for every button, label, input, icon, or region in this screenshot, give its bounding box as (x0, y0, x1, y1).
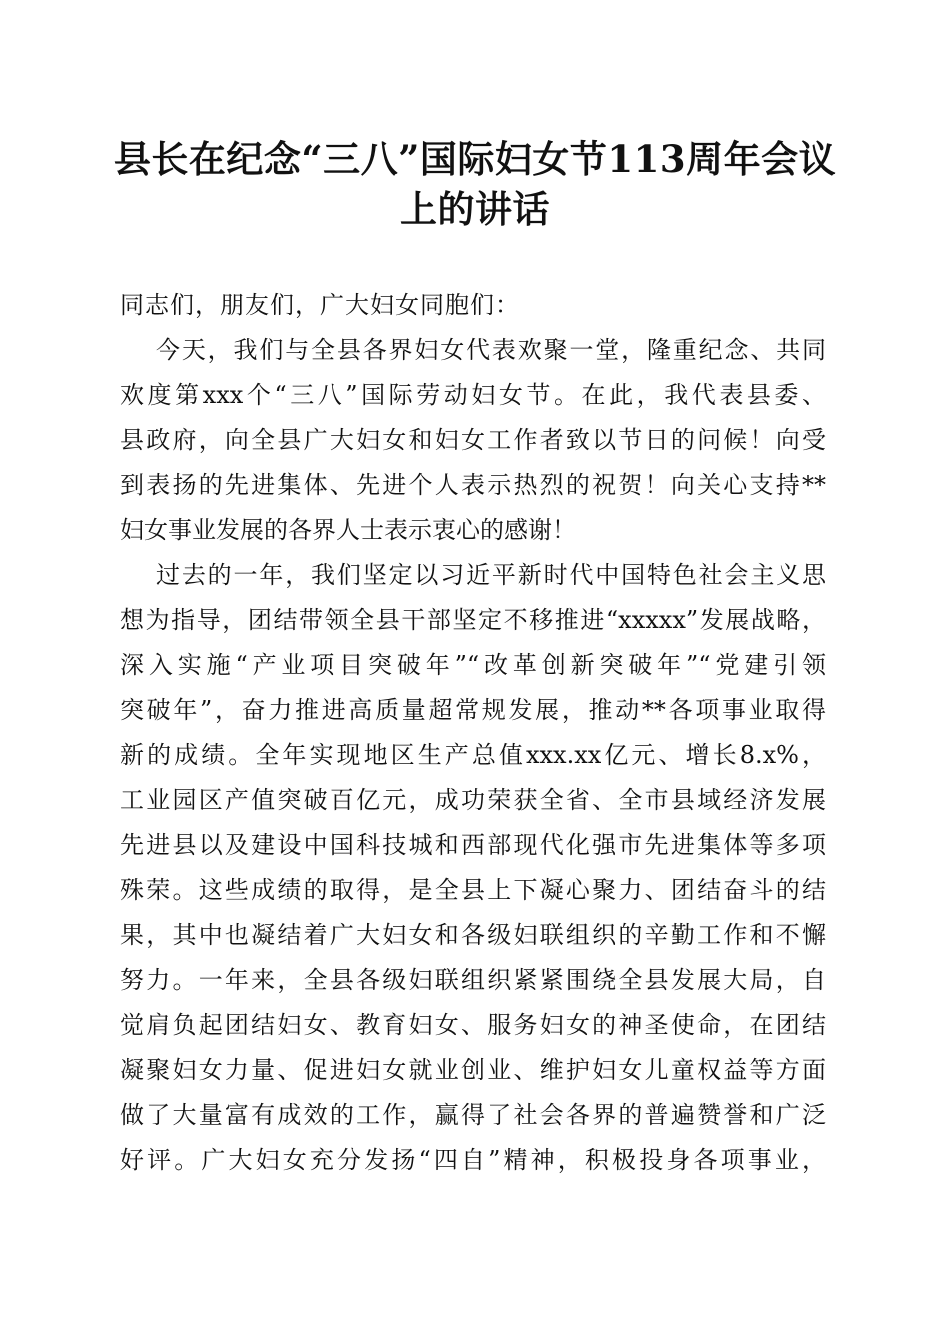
paragraph-line: 先进县以及建设中国科技城和西部现代化强市先进集体等多项 (120, 831, 826, 859)
page-title (110, 134, 840, 234)
paragraph-line: 县政府，向全县广大妇女和妇女工作者致以节日的问候！向受 (120, 426, 826, 454)
paragraph-line: 新的成绩。全年实现地区生产总值xxx.xx亿元、增长8.x%， (120, 741, 826, 769)
paragraph-line: 凝聚妇女力量、促进妇女就业创业、维护妇女儿童权益等方面 (120, 1056, 826, 1084)
paragraph-2 (120, 553, 826, 1183)
paragraph-line: 突破年”，奋力推进高质量超常规发展，推动**各项事业取得 (120, 696, 826, 724)
paragraph-line: 到表扬的先进集体、先进个人表示热烈的祝贺！向关心支持** (120, 471, 826, 499)
paragraph-line: 果，其中也凝结着广大妇女和各级妇联组织的辛勤工作和不懈 (120, 921, 826, 949)
paragraph-line: 工业园区产值突破百亿元，成功荣获全省、全市县域经济发展 (120, 786, 826, 814)
paragraph-line: 努力。一年来，全县各级妇联组织紧紧围绕全县发展大局，自 (120, 966, 826, 994)
paragraph-line: 做了大量富有成效的工作，赢得了社会各界的普遍赞誉和广泛 (120, 1101, 826, 1129)
document-body (120, 283, 826, 1183)
paragraph-line: 今天，我们与全县各界妇女代表欢聚一堂，隆重纪念、共同 (156, 336, 826, 364)
paragraph-line: 妇女事业发展的各界人士表示衷心的感谢！ (120, 516, 576, 544)
paragraph-line: 深入实施“产业项目突破年”“改革创新突破年”“党建引领 (120, 651, 826, 679)
paragraph-line: 好评。广大妇女充分发扬“四自”精神，积极投身各项事业， (120, 1146, 826, 1174)
paragraph-line: 觉肩负起团结妇女、教育妇女、服务妇女的神圣使命，在团结 (120, 1011, 826, 1039)
paragraph-line: 殊荣。这些成绩的取得，是全县上下凝心聚力、团结奋斗的结 (120, 876, 826, 904)
paragraph-1 (120, 328, 826, 553)
paragraph-line: 想为指导，团结带领全县干部坚定不移推进“xxxxx”发展战略， (120, 606, 826, 634)
title-line: 上的讲话 (400, 187, 550, 231)
title-line: 县长在纪念“三八”国际妇女节113周年会议 (113, 137, 837, 181)
paragraph-line: 过去的一年，我们坚定以习近平新时代中国特色社会主义思 (156, 561, 826, 589)
paragraph-line: 欢度第xxx个“三八”国际劳动妇女节。在此，我代表县委、 (120, 381, 826, 409)
salutation: 同志们，朋友们，广大妇女同胞们： (120, 291, 520, 319)
